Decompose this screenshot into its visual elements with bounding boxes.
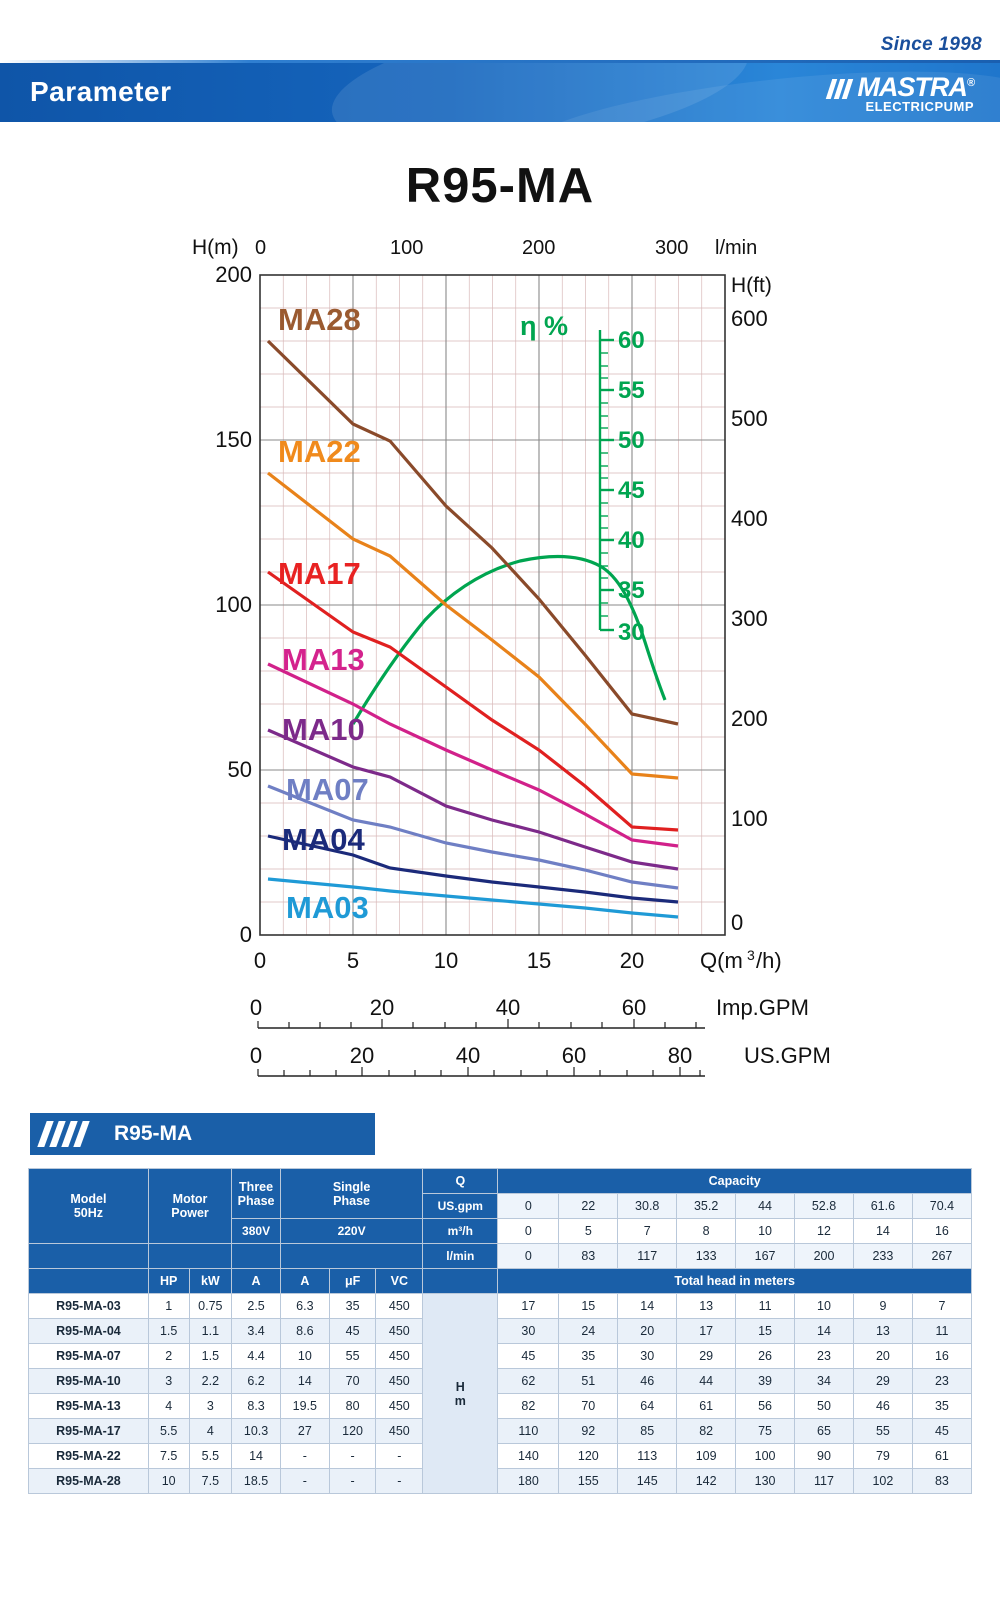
row-7-model: R95-MA-28 xyxy=(29,1469,149,1494)
row-2-h1: 35 xyxy=(559,1344,618,1369)
chart-svg xyxy=(0,230,1000,1090)
row-6-h6: 79 xyxy=(853,1444,912,1469)
cap-lmin-0: 0 xyxy=(498,1244,559,1269)
row-3-h3: 44 xyxy=(677,1369,736,1394)
row-4-h3: 61 xyxy=(677,1394,736,1419)
row-7-h3: 142 xyxy=(677,1469,736,1494)
row-6-a1: - xyxy=(280,1444,329,1469)
row-1-h5: 14 xyxy=(795,1319,854,1344)
th-three-phase xyxy=(232,1169,281,1219)
svg-text:60: 60 xyxy=(621,995,647,1020)
table-banner-label: R95-MA xyxy=(114,1122,193,1145)
row-5-h5: 65 xyxy=(795,1419,854,1444)
row-0-h6: 9 xyxy=(853,1294,912,1319)
cap-m3h-2: 7 xyxy=(618,1219,677,1244)
cap-usgpm-5: 52.8 xyxy=(795,1194,854,1219)
cap-usgpm-3: 35.2 xyxy=(677,1194,736,1219)
th-total-head: Total head in meters xyxy=(498,1269,972,1294)
row-4-h4: 56 xyxy=(736,1394,795,1419)
svg-text:0: 0 xyxy=(249,995,263,1020)
row-7-h5: 117 xyxy=(795,1469,854,1494)
svg-text:400: 400 xyxy=(731,506,768,531)
eta-tick-60: 60 xyxy=(618,327,645,354)
table-row xyxy=(29,1394,972,1419)
svg-text:0: 0 xyxy=(239,922,252,947)
row-7-h0: 180 xyxy=(498,1469,559,1494)
th-single-phase-line1: Single xyxy=(332,1179,371,1194)
row-0-model: R95-MA-03 xyxy=(29,1294,149,1319)
row-4-a1: 19.5 xyxy=(280,1394,329,1419)
row-1-a3: 3.4 xyxy=(232,1319,281,1344)
th-single-phase xyxy=(280,1169,422,1219)
cap-lmin-2: 117 xyxy=(618,1244,677,1269)
row-6-h4: 100 xyxy=(736,1444,795,1469)
cap-m3h-0: 0 xyxy=(498,1219,559,1244)
row-0-kw: 0.75 xyxy=(189,1294,232,1319)
row-7-kw: 7.5 xyxy=(189,1469,232,1494)
row-6-kw: 5.5 xyxy=(189,1444,232,1469)
row-5-vc: 450 xyxy=(376,1419,423,1444)
cap-usgpm-1: 22 xyxy=(559,1194,618,1219)
row-1-a1: 8.6 xyxy=(280,1319,329,1344)
row-4-vc: 450 xyxy=(376,1394,423,1419)
row-3-hp: 3 xyxy=(148,1369,189,1394)
row-1-h1: 24 xyxy=(559,1319,618,1344)
cap-lmin-4: 167 xyxy=(736,1244,795,1269)
svg-text:20: 20 xyxy=(619,948,645,973)
row-4-h1: 70 xyxy=(559,1394,618,1419)
svg-text:3: 3 xyxy=(747,947,755,963)
registered-icon: ® xyxy=(966,77,974,89)
row-6-a3: 14 xyxy=(232,1444,281,1469)
th-m: m xyxy=(454,1393,466,1408)
svg-text:0: 0 xyxy=(255,237,267,259)
row-6-h3: 109 xyxy=(677,1444,736,1469)
us-gpm-scale xyxy=(250,1043,831,1076)
row-3-kw: 2.2 xyxy=(189,1369,232,1394)
row-1-h3: 17 xyxy=(677,1319,736,1344)
svg-text:100: 100 xyxy=(731,806,768,831)
th-model-blank xyxy=(29,1244,149,1269)
row-6-h5: 90 xyxy=(795,1444,854,1469)
cap-lmin-7: 267 xyxy=(912,1244,971,1269)
row-3-model: R95-MA-10 xyxy=(29,1369,149,1394)
svg-text:20: 20 xyxy=(369,995,395,1020)
row-3-h0: 62 xyxy=(498,1369,559,1394)
cap-usgpm-0: 0 xyxy=(498,1194,559,1219)
brand-bars-icon xyxy=(829,79,855,99)
row-7-hp: 10 xyxy=(148,1469,189,1494)
row-3-a3: 6.2 xyxy=(232,1369,281,1394)
svg-text:20: 20 xyxy=(349,1043,375,1068)
th-uf: μF xyxy=(329,1269,376,1294)
row-5-h3: 82 xyxy=(677,1419,736,1444)
eta-tick-30: 30 xyxy=(618,619,645,646)
row-0-vc: 450 xyxy=(376,1294,423,1319)
brand-logo xyxy=(829,70,974,114)
row-2-vc: 450 xyxy=(376,1344,423,1369)
th-kw: kW xyxy=(189,1269,232,1294)
cap-usgpm-2: 30.8 xyxy=(618,1194,677,1219)
row-1-h6: 13 xyxy=(853,1319,912,1344)
chart-title: R95-MA xyxy=(405,159,595,213)
row-3-h7: 23 xyxy=(912,1369,971,1394)
curve-label-MA28: MA28 xyxy=(278,302,361,337)
svg-text:100: 100 xyxy=(215,592,252,617)
performance-chart xyxy=(0,230,1000,1090)
row-5-h7: 45 xyxy=(912,1419,971,1444)
row-0-h1: 15 xyxy=(559,1294,618,1319)
page-header xyxy=(0,0,1000,122)
svg-text:Q(m: Q(m xyxy=(700,948,743,973)
svg-text:0: 0 xyxy=(731,910,744,935)
th-three-phase-line1: Three xyxy=(239,1179,274,1194)
row-6-uf: - xyxy=(329,1444,376,1469)
curve-label-MA10: MA10 xyxy=(282,712,365,747)
row-5-h6: 55 xyxy=(853,1419,912,1444)
th-motor-line2: Power xyxy=(171,1206,209,1220)
row-3-h1: 51 xyxy=(559,1369,618,1394)
row-2-h7: 16 xyxy=(912,1344,971,1369)
row-5-h2: 85 xyxy=(618,1419,677,1444)
row-7-h1: 155 xyxy=(559,1469,618,1494)
curve-label-MA22: MA22 xyxy=(278,434,361,469)
row-5-h1: 92 xyxy=(559,1419,618,1444)
curve-label-MA07: MA07 xyxy=(286,772,369,807)
page-title: Parameter xyxy=(30,76,172,107)
svg-text:/h): /h) xyxy=(756,948,782,973)
row-4-h7: 35 xyxy=(912,1394,971,1419)
curve-label-MA03: MA03 xyxy=(286,890,369,925)
row-2-h3: 29 xyxy=(677,1344,736,1369)
row-3-a1: 14 xyxy=(280,1369,329,1394)
svg-text:50: 50 xyxy=(227,757,252,782)
row-2-uf: 55 xyxy=(329,1344,376,1369)
row-1-uf: 45 xyxy=(329,1319,376,1344)
row-0-h4: 11 xyxy=(736,1294,795,1319)
th-lmin: l/min xyxy=(423,1244,498,1269)
svg-text:H(ft): H(ft) xyxy=(731,274,772,297)
svg-text:200: 200 xyxy=(731,706,768,731)
row-1-kw: 1.1 xyxy=(189,1319,232,1344)
th-single-blank xyxy=(280,1244,422,1269)
th-model-line2: 50Hz xyxy=(73,1206,104,1220)
th-vc: VC xyxy=(376,1269,423,1294)
table-row xyxy=(29,1319,972,1344)
row-5-uf: 120 xyxy=(329,1419,376,1444)
row-2-h2: 30 xyxy=(618,1344,677,1369)
cap-lmin-1: 83 xyxy=(559,1244,618,1269)
cap-lmin-5: 200 xyxy=(795,1244,854,1269)
svg-text:150: 150 xyxy=(215,427,252,452)
row-1-vc: 450 xyxy=(376,1319,423,1344)
row-4-hp: 4 xyxy=(148,1394,189,1419)
slashes-icon xyxy=(40,1121,100,1147)
row-0-a1: 6.3 xyxy=(280,1294,329,1319)
row-3-h4: 39 xyxy=(736,1369,795,1394)
row-1-hp: 1.5 xyxy=(148,1319,189,1344)
row-6-model: R95-MA-22 xyxy=(29,1444,149,1469)
row-5-kw: 4 xyxy=(189,1419,232,1444)
row-5-a3: 10.3 xyxy=(232,1419,281,1444)
row-0-hp: 1 xyxy=(148,1294,189,1319)
svg-text:40: 40 xyxy=(495,995,521,1020)
row-2-a3: 4.4 xyxy=(232,1344,281,1369)
row-7-h6: 102 xyxy=(853,1469,912,1494)
th-m3h: m³/h xyxy=(423,1219,498,1244)
table-row xyxy=(29,1294,972,1319)
th-a-single: A xyxy=(280,1269,329,1294)
svg-text:Imp.GPM: Imp.GPM xyxy=(716,995,809,1020)
svg-text:200: 200 xyxy=(215,262,252,287)
table-row xyxy=(29,1469,972,1494)
since-label: Since 1998 xyxy=(880,34,982,55)
row-3-vc: 450 xyxy=(376,1369,423,1394)
svg-text:40: 40 xyxy=(455,1043,481,1068)
cap-m3h-6: 14 xyxy=(853,1219,912,1244)
y-axis-right xyxy=(731,274,772,935)
th-usgpm: US.gpm xyxy=(423,1194,498,1219)
brand-name xyxy=(829,70,974,100)
row-7-a1: - xyxy=(280,1469,329,1494)
cap-usgpm-6: 61.6 xyxy=(853,1194,912,1219)
row-4-h6: 46 xyxy=(853,1394,912,1419)
row-5-h4: 75 xyxy=(736,1419,795,1444)
row-4-h0: 82 xyxy=(498,1394,559,1419)
table-row xyxy=(29,1419,972,1444)
row-6-h2: 113 xyxy=(618,1444,677,1469)
row-2-h4: 26 xyxy=(736,1344,795,1369)
svg-text:15: 15 xyxy=(526,948,552,973)
row-6-h7: 61 xyxy=(912,1444,971,1469)
th-h-m xyxy=(423,1294,498,1494)
svg-text:300: 300 xyxy=(731,606,768,631)
brand-subtitle: ELECTRICPUMP xyxy=(865,99,974,114)
th-capacity: Capacity xyxy=(498,1169,972,1194)
imp-gpm-scale xyxy=(250,995,809,1028)
svg-text:200: 200 xyxy=(522,237,556,259)
row-4-model: R95-MA-13 xyxy=(29,1394,149,1419)
row-2-h5: 23 xyxy=(795,1344,854,1369)
curve-label-MA04: MA04 xyxy=(282,822,365,857)
svg-text:0: 0 xyxy=(249,1043,263,1068)
x-axis-bottom xyxy=(254,947,782,973)
th-motor xyxy=(148,1169,231,1244)
row-5-a1: 27 xyxy=(280,1419,329,1444)
row-4-kw: 3 xyxy=(189,1394,232,1419)
row-2-model: R95-MA-07 xyxy=(29,1344,149,1369)
row-7-h4: 130 xyxy=(736,1469,795,1494)
row-4-h2: 64 xyxy=(618,1394,677,1419)
row-7-vc: - xyxy=(376,1469,423,1494)
row-6-vc: - xyxy=(376,1444,423,1469)
th-motor-line1: Motor xyxy=(172,1192,208,1206)
table-section-banner xyxy=(30,1113,375,1155)
row-3-uf: 70 xyxy=(329,1369,376,1394)
row-1-h7: 11 xyxy=(912,1319,971,1344)
table-row xyxy=(29,1444,972,1469)
cap-m3h-3: 8 xyxy=(677,1219,736,1244)
eta-tick-55: 55 xyxy=(618,377,645,404)
row-3-h5: 34 xyxy=(795,1369,854,1394)
specification-table xyxy=(28,1168,972,1494)
cap-lmin-3: 133 xyxy=(677,1244,736,1269)
row-5-hp: 5.5 xyxy=(148,1419,189,1444)
svg-text:5: 5 xyxy=(346,948,360,973)
cap-m3h-1: 5 xyxy=(559,1219,618,1244)
row-2-a1: 10 xyxy=(280,1344,329,1369)
curve-label-MA17: MA17 xyxy=(278,556,361,591)
svg-text:60: 60 xyxy=(561,1043,587,1068)
row-1-model: R95-MA-04 xyxy=(29,1319,149,1344)
row-2-kw: 1.5 xyxy=(189,1344,232,1369)
th-hp: HP xyxy=(148,1269,189,1294)
row-0-h3: 13 xyxy=(677,1294,736,1319)
svg-text:300: 300 xyxy=(655,237,689,259)
row-2-h6: 20 xyxy=(853,1344,912,1369)
table-row xyxy=(29,1344,972,1369)
row-1-h0: 30 xyxy=(498,1319,559,1344)
row-7-h2: 145 xyxy=(618,1469,677,1494)
svg-text:10: 10 xyxy=(433,948,459,973)
cap-usgpm-7: 70.4 xyxy=(912,1194,971,1219)
row-0-uf: 35 xyxy=(329,1294,376,1319)
row-4-h5: 50 xyxy=(795,1394,854,1419)
th-single-phase-line2: Phase xyxy=(333,1193,370,1208)
row-0-a3: 2.5 xyxy=(232,1294,281,1319)
row-6-h1: 120 xyxy=(559,1444,618,1469)
eta-tick-45: 45 xyxy=(618,477,645,504)
svg-text:l/min: l/min xyxy=(715,237,758,259)
row-6-h0: 140 xyxy=(498,1444,559,1469)
table-row xyxy=(29,1369,972,1394)
svg-text:100: 100 xyxy=(390,237,424,259)
x-axis-top xyxy=(192,236,757,259)
th-h-spacer xyxy=(423,1269,498,1294)
svg-text:500: 500 xyxy=(731,406,768,431)
cap-lmin-6: 233 xyxy=(853,1244,912,1269)
row-5-h0: 110 xyxy=(498,1419,559,1444)
row-6-hp: 7.5 xyxy=(148,1444,189,1469)
th-three-blank xyxy=(232,1244,281,1269)
th-380v: 380V xyxy=(232,1219,281,1244)
svg-text:US.GPM: US.GPM xyxy=(744,1043,831,1068)
svg-text:H(m): H(m) xyxy=(192,236,239,259)
svg-text:600: 600 xyxy=(731,306,768,331)
th-motor-blank xyxy=(148,1244,231,1269)
th-model-spacer xyxy=(29,1269,149,1294)
row-2-hp: 2 xyxy=(148,1344,189,1369)
row-5-model: R95-MA-17 xyxy=(29,1419,149,1444)
cap-m3h-7: 16 xyxy=(912,1219,971,1244)
row-7-h7: 83 xyxy=(912,1469,971,1494)
th-q: Q xyxy=(423,1169,498,1194)
th-h: H xyxy=(455,1379,465,1394)
row-3-h2: 46 xyxy=(618,1369,677,1394)
svg-text:0: 0 xyxy=(253,948,267,973)
row-0-h0: 17 xyxy=(498,1294,559,1319)
row-1-h4: 15 xyxy=(736,1319,795,1344)
row-4-uf: 80 xyxy=(329,1394,376,1419)
row-1-h2: 20 xyxy=(618,1319,677,1344)
brand-mark-text: MASTRA xyxy=(857,72,967,102)
th-220v: 220V xyxy=(280,1219,422,1244)
cap-usgpm-4: 44 xyxy=(736,1194,795,1219)
curve-label-MA13: MA13 xyxy=(282,642,365,677)
row-0-h5: 10 xyxy=(795,1294,854,1319)
row-4-a3: 8.3 xyxy=(232,1394,281,1419)
th-model xyxy=(29,1169,149,1244)
row-7-uf: - xyxy=(329,1469,376,1494)
row-7-a3: 18.5 xyxy=(232,1469,281,1494)
eta-tick-35: 35 xyxy=(618,577,645,604)
eta-label: η % xyxy=(520,311,569,341)
th-model-line1: Model xyxy=(70,1192,107,1206)
row-3-h6: 29 xyxy=(853,1369,912,1394)
th-three-phase-line2: Phase xyxy=(237,1193,275,1208)
row-0-h7: 7 xyxy=(912,1294,971,1319)
eta-tick-50: 50 xyxy=(618,427,645,454)
cap-m3h-5: 12 xyxy=(795,1219,854,1244)
eta-tick-40: 40 xyxy=(618,527,645,554)
row-0-h2: 14 xyxy=(618,1294,677,1319)
cap-m3h-4: 10 xyxy=(736,1219,795,1244)
th-a-three: A xyxy=(232,1269,281,1294)
y-axis-left xyxy=(215,262,252,947)
svg-text:80: 80 xyxy=(667,1043,693,1068)
row-2-h0: 45 xyxy=(498,1344,559,1369)
